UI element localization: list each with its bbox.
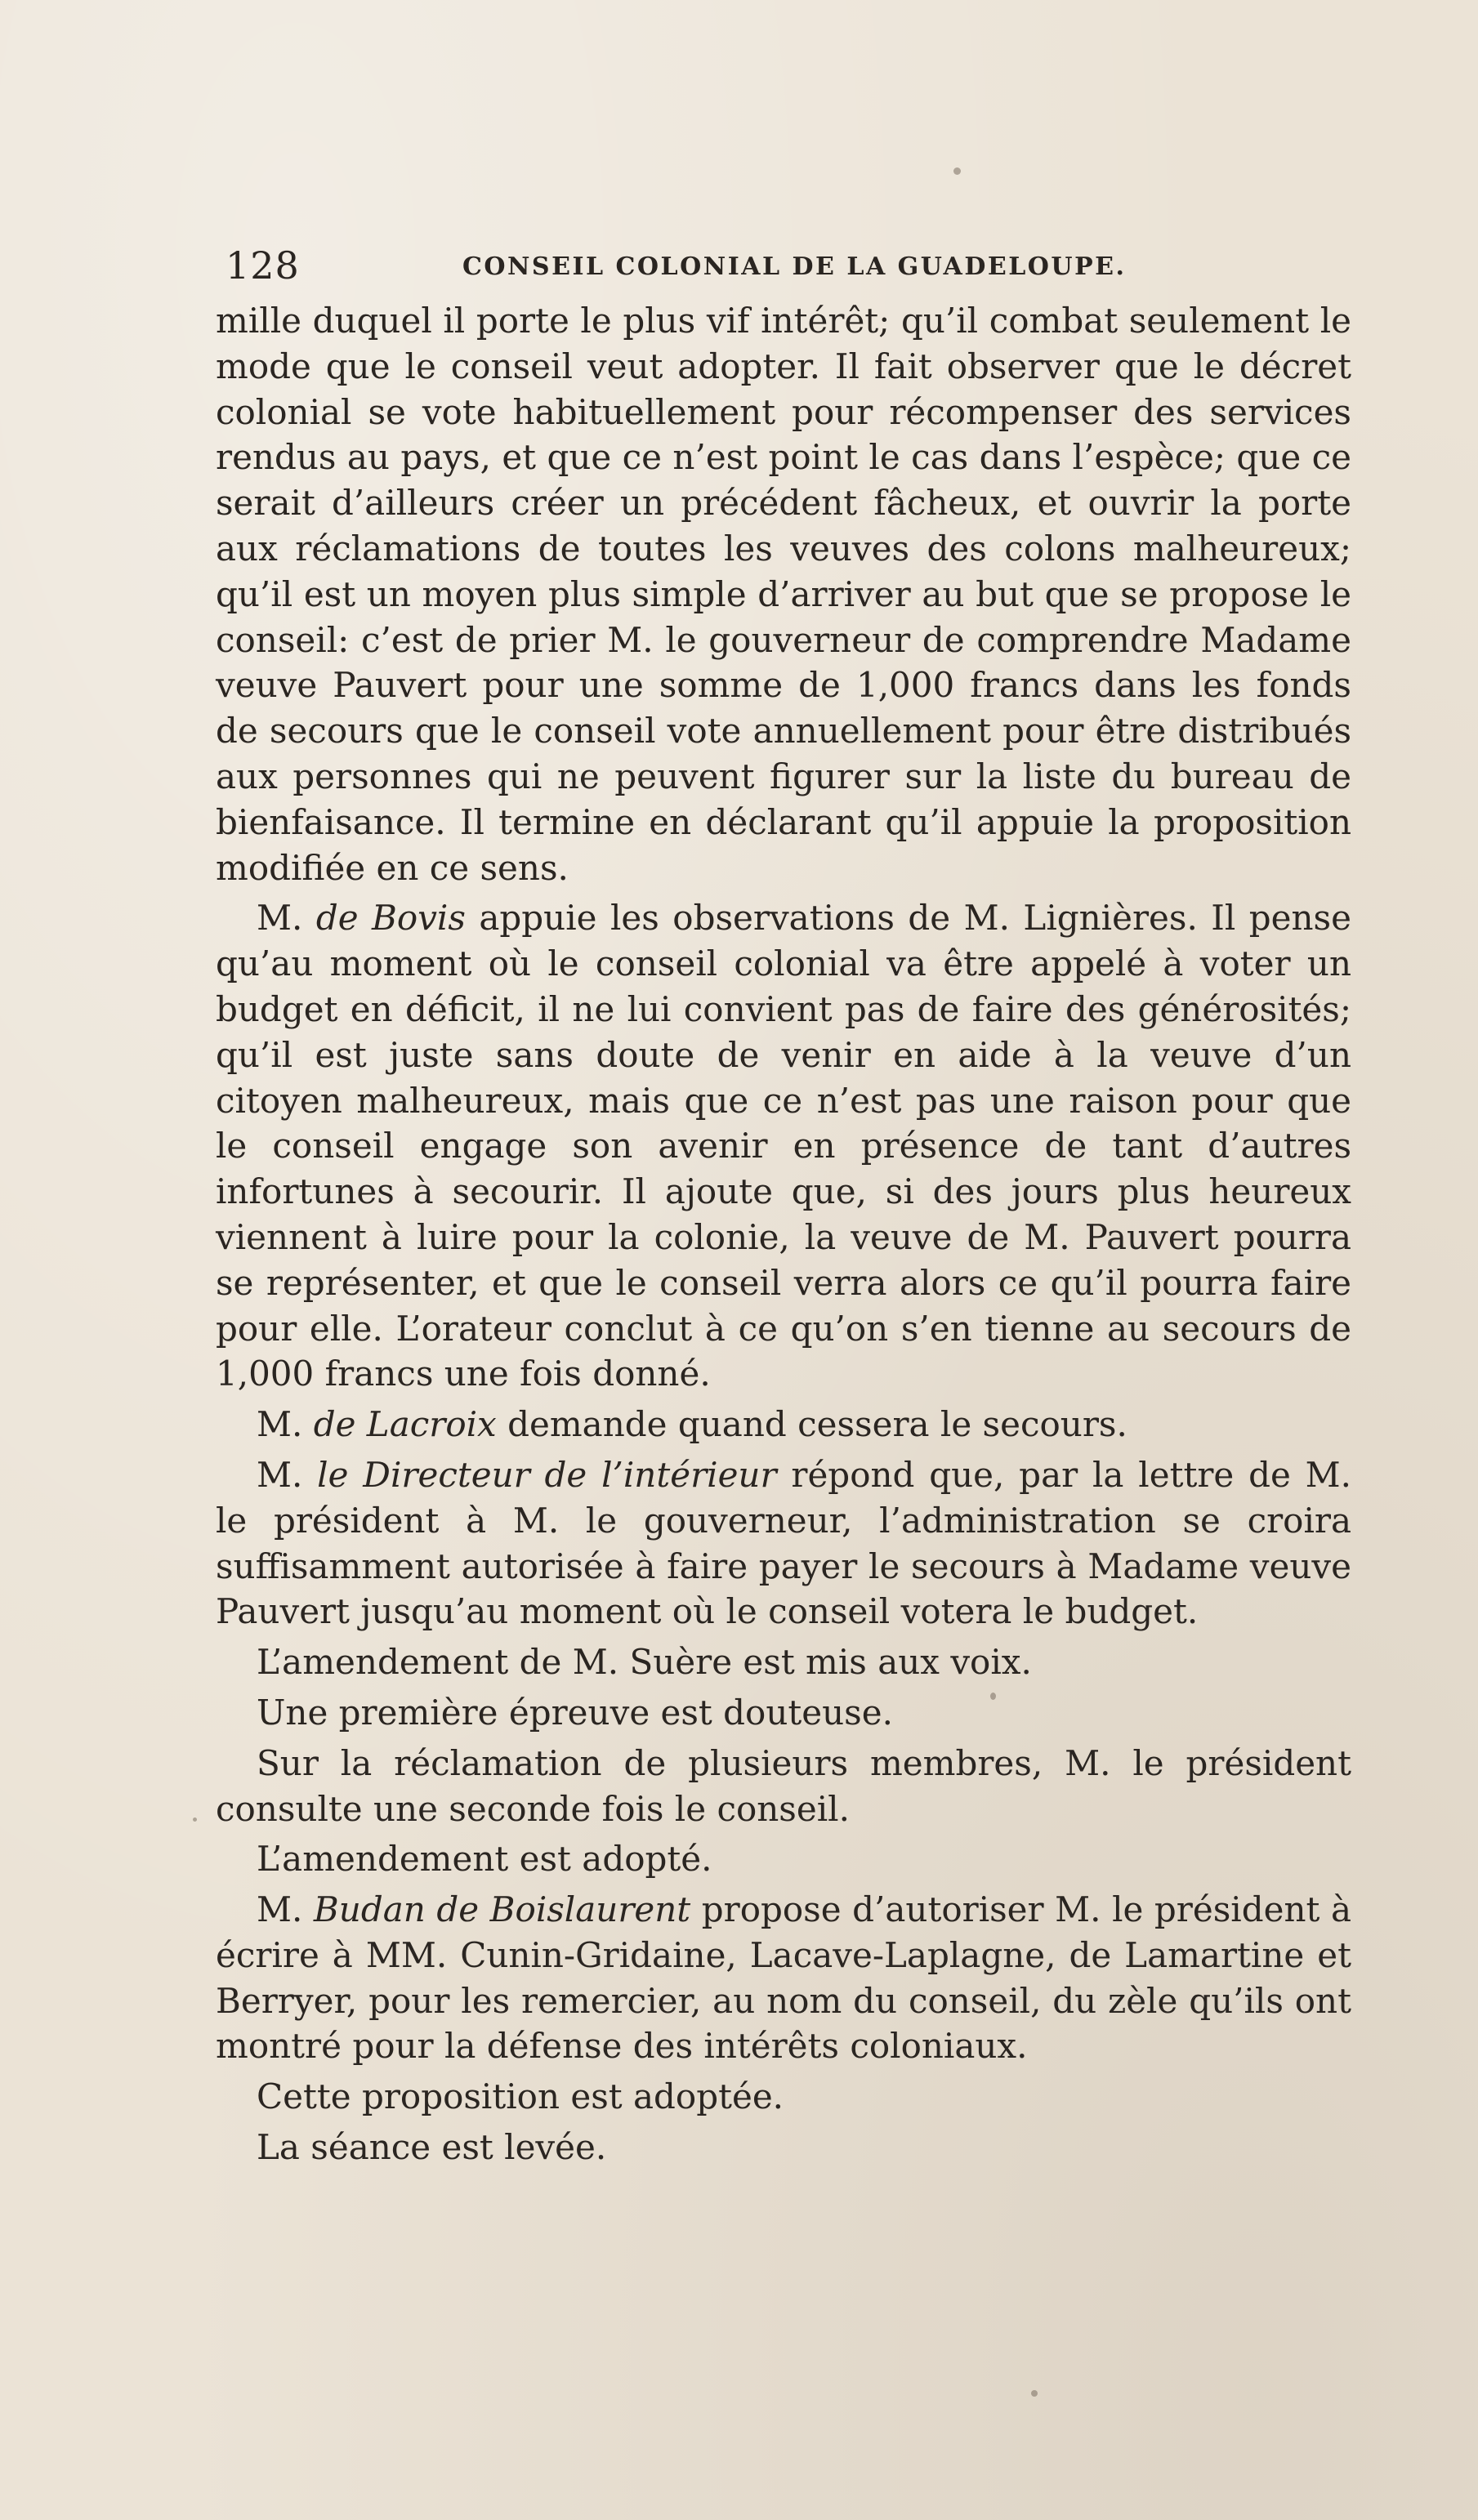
paragraph-proposition-adoptee: Cette proposition est adoptée.	[257, 2076, 784, 2117]
speaker-name: Budan de Boislaurent	[313, 1889, 691, 1930]
ink-speck	[193, 1818, 197, 1822]
paragraph-continuation: mille duquel il porte le plus vif intérêt; qu’il combat seulement le mode que le conseil veut adopter. Il fait observer que le décret colonial se vote habituellement pour récompenser des services rendus au pays, et que ce n’est point le cas dans l’espèce; que ce serait d’ailleurs créer un précédent fâcheux, et ouvrir la porte aux réclamations de toutes les veuves des colons malheureux; qu’il est un moyen plus simple d’arriver au but que se propose le conseil: c’est de prier M. le gouverneur de comprendre Madame veuve Pauvert pour une somme de 1,000 francs dans les fonds de secours que le conseil vote annuellement pour être distribués aux personnes qui ne peuvent figurer sur la liste du bureau de bienfaisance. Il termine en déclarant qu’il appuie la proposition modifiée en ce sens.	[216, 301, 1351, 888]
page-header	[225, 241, 1363, 290]
ink-speck	[953, 167, 961, 175]
paragraph-directeur: M. le Directeur de l’intérieur répond que, par la lettre de M. le président à M. le gouverneur, l’administration se croira suffisamment autorisée à faire payer le secours à Madame veuve Pauvert jusqu’au moment où le conseil votera le budget.	[216, 1454, 1351, 1632]
paragraph-premiere-epreuve: Une première épreuve est douteuse.	[257, 1692, 893, 1733]
page-number: 128	[225, 243, 300, 288]
paragraph-budan: M. Budan de Boislaurent propose d’autoriser M. le président à écrire à MM. Cunin-Gridaine, Lacave-Laplagne, de Lamartine et Berryer, pour les remercier, au nom du conseil, du zèle qu’ils ont montré pour la défense des intérêts coloniaux.	[216, 1889, 1351, 2067]
ink-speck	[1031, 2390, 1038, 2397]
paragraph-de-lacroix: M. de Lacroix demande quand cessera le secours.	[257, 1404, 1127, 1445]
paragraph-reclamation: Sur la réclamation de plusieurs membres, M. le président consulte une seconde fois le conseil.	[216, 1742, 1351, 1829]
page-body	[216, 298, 1351, 2170]
running-title: CONSEIL COLONIAL DE LA GUADELOUPE.	[462, 252, 1127, 281]
paragraph-seance-levee: La séance est levée.	[257, 2127, 607, 2168]
speaker-name: le Directeur de l’intérieur	[317, 1454, 777, 1495]
speaker-name: de Bovis	[315, 898, 466, 939]
speaker-name: de Lacroix	[313, 1404, 497, 1445]
paragraph-amendement-adopte: L’amendement est adopté.	[257, 1839, 712, 1880]
paragraph-de-bovis: M. de Bovis appuie les observations de M. Lignières. Il pense qu’au moment où le conseil colonial va être appelé à voter un budget en déficit, il ne lui convient pas de faire des générosités; qu’il est juste sans doute de venir en aide à la veuve d’un citoyen malheureux, mais que ce n’est pas une raison pour que le conseil engage son avenir en présence de tant d’autres infortunes à secourir. Il ajoute que, si des jours plus heureux viennent à luire pour la colonie, la veuve de M. Pauvert pourra se représenter, et que le conseil verra alors ce qu’il pourra faire pour elle. L’orateur conclut à ce qu’on s’en tienne au secours de 1,000 francs une fois donné.	[216, 898, 1351, 1394]
paragraph-amendement-vote: L’amendement de M. Suère est mis aux voix.	[257, 1642, 1032, 1683]
